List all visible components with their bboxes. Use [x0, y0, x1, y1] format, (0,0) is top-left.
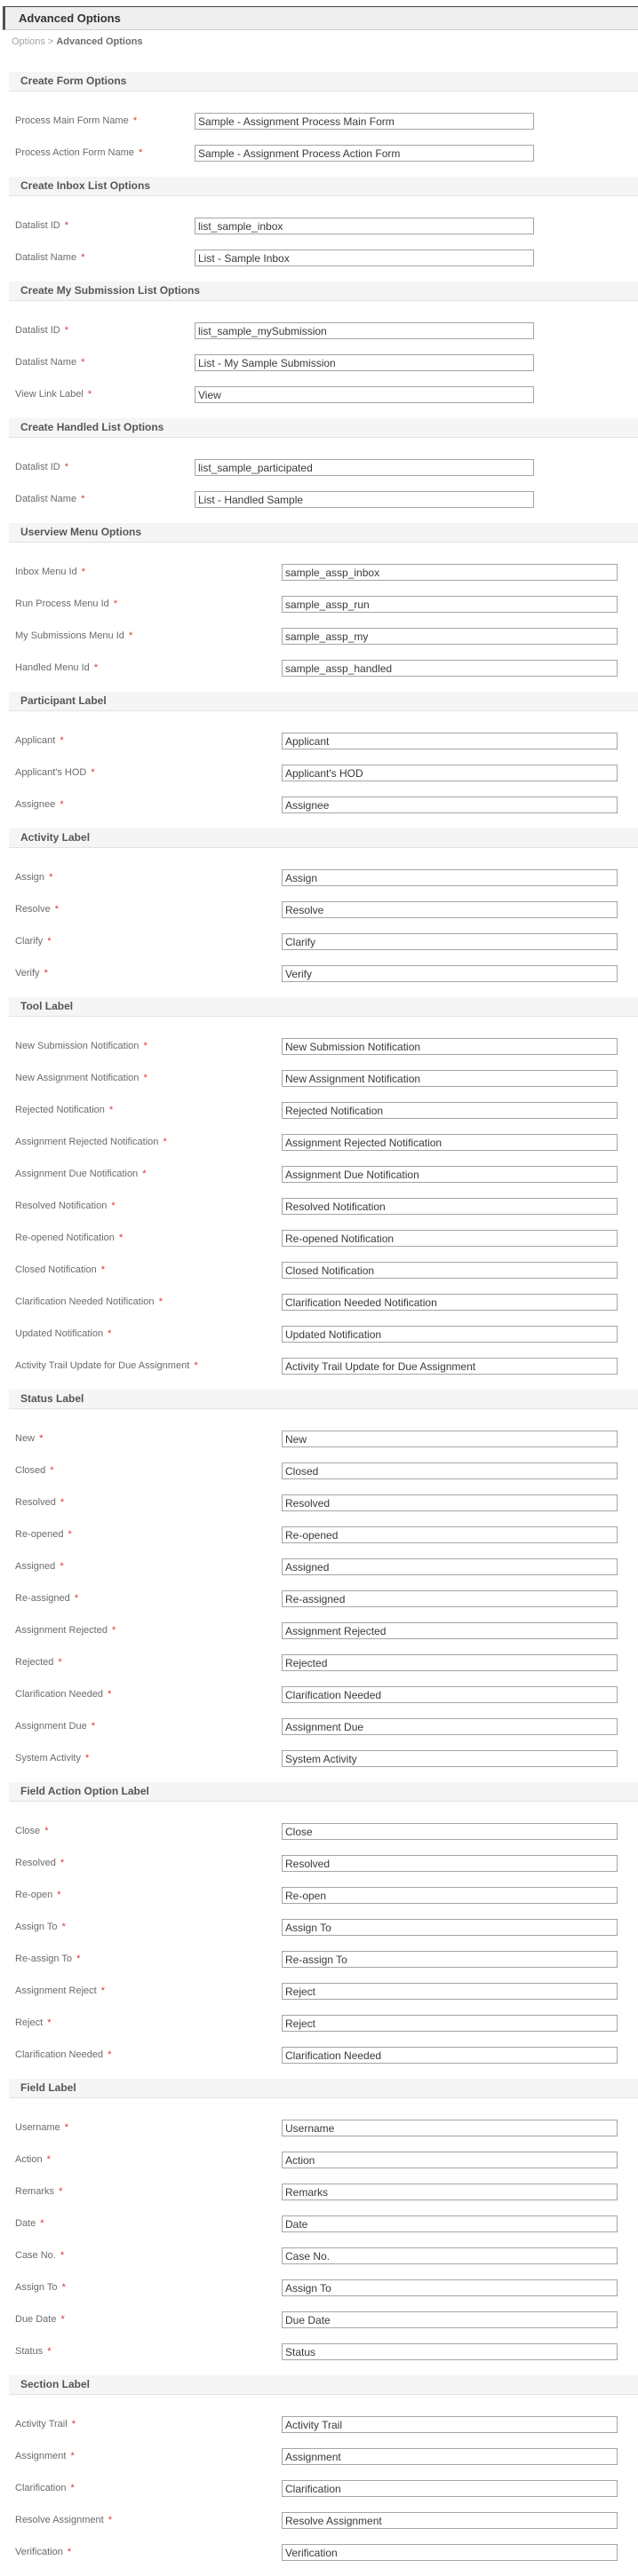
- field-row-datalist-id: [15, 218, 638, 234]
- section-create-handled-list-options: [0, 418, 638, 508]
- field-label-assign-to: Assign To *: [15, 1922, 66, 1932]
- field-input-create-my-submission-list-options-view-link-label[interactable]: [195, 386, 534, 403]
- field-label-assignment: Assignment *: [15, 2451, 75, 2461]
- field-row-assigned: [15, 1558, 638, 1575]
- field-row-inbox-menu-id: [15, 564, 638, 581]
- required-asterisk: *: [108, 2515, 112, 2525]
- field-input-section-label-verification[interactable]: [282, 2544, 618, 2561]
- field-row-verify: [15, 965, 638, 982]
- field-label-reject: Reject *: [15, 2017, 52, 2028]
- required-asterisk: *: [59, 2186, 63, 2197]
- field-row-verification: [15, 2544, 638, 2561]
- required-asterisk: *: [91, 767, 95, 778]
- field-label-resolve-assignment: Resolve Assignment *: [15, 2515, 112, 2525]
- required-asterisk: *: [118, 1233, 124, 1243]
- required-asterisk: *: [100, 1264, 106, 1275]
- field-label-inbox-menu-id: Inbox Menu Id *: [15, 567, 86, 577]
- section-create-form-options: [0, 72, 638, 162]
- required-asterisk: *: [67, 2547, 72, 2557]
- required-asterisk: *: [60, 1497, 65, 1508]
- field-input-create-my-submission-list-options-datalist-id[interactable]: [195, 322, 534, 339]
- field-input-tool-label-assignment-due-notification[interactable]: [282, 1166, 618, 1183]
- field-row-re-assigned: [15, 1590, 638, 1607]
- field-input-participant-label-applicant[interactable]: [282, 733, 618, 749]
- field-label-re-opened: Re-opened *: [15, 1529, 72, 1540]
- field-input-create-my-submission-list-options-datalist-name[interactable]: [195, 354, 534, 371]
- required-asterisk: *: [70, 2451, 75, 2461]
- section-header-activity-label: Activity Label: [9, 828, 638, 848]
- required-asterisk: *: [70, 2483, 75, 2493]
- field-row-clarify: [15, 933, 638, 950]
- field-row-re-open: [15, 1887, 638, 1904]
- field-row-resolved-notification: [15, 1198, 638, 1215]
- required-asterisk: *: [85, 1753, 90, 1764]
- field-label-system-activity: System Activity *: [15, 1753, 90, 1764]
- field-row-process-main-form-name: [15, 113, 638, 130]
- field-row-resolve-assignment: [15, 2512, 638, 2529]
- section-activity-label: [0, 828, 638, 982]
- field-input-tool-label-clarification-needed-notification[interactable]: [282, 1294, 618, 1311]
- field-input-create-handled-list-options-datalist-name[interactable]: [195, 491, 534, 508]
- field-input-participant-label-assignee[interactable]: [282, 797, 618, 813]
- field-label-new-assignment-notification: New Assignment Notification *: [15, 1073, 148, 1083]
- required-asterisk: *: [81, 252, 85, 263]
- field-input-field-label-username[interactable]: [282, 2120, 618, 2136]
- field-input-field-action-option-label-clarification-needed[interactable]: [282, 2047, 618, 2064]
- required-asterisk: *: [64, 325, 69, 336]
- field-row-action: [15, 2152, 638, 2168]
- field-label-re-open: Re-open *: [15, 1890, 61, 1900]
- field-input-status-label-re-assigned[interactable]: [282, 1590, 618, 1607]
- field-input-status-label-system-activity[interactable]: [282, 1750, 618, 1767]
- required-asterisk: *: [138, 147, 143, 158]
- required-asterisk: *: [128, 630, 133, 641]
- field-row-applicant: [15, 733, 638, 749]
- field-row-clarification-needed-notification: [15, 1294, 638, 1311]
- field-input-field-label-action[interactable]: [282, 2152, 618, 2168]
- field-label-resolved: Resolved *: [15, 1497, 65, 1508]
- required-asterisk: *: [60, 735, 64, 746]
- field-row-rejected-notification: [15, 1102, 638, 1119]
- field-input-field-label-case-no[interactable]: [282, 2247, 618, 2264]
- field-input-field-label-date[interactable]: [282, 2215, 618, 2232]
- section-section-label: [0, 2375, 638, 2561]
- field-input-tool-label-activity-trail-update-for-due-assignment[interactable]: [282, 1358, 618, 1375]
- field-row-rejected: [15, 1654, 638, 1671]
- field-row-assignee: [15, 797, 638, 813]
- required-asterisk: *: [142, 1169, 147, 1179]
- field-input-status-label-new[interactable]: [282, 1431, 618, 1447]
- field-row-my-submissions-menu-id: [15, 628, 638, 645]
- required-asterisk: *: [64, 2122, 69, 2133]
- field-label-assignment-rejected: Assignment Rejected *: [15, 1625, 116, 1636]
- field-row-clarification-needed: [15, 2047, 638, 2064]
- field-label-applicant-s-hod: Applicant's HOD *: [15, 767, 95, 778]
- field-input-field-label-remarks[interactable]: [282, 2184, 618, 2200]
- required-asterisk: *: [93, 662, 99, 673]
- field-row-assign: [15, 869, 638, 886]
- field-label-verify: Verify *: [15, 968, 48, 979]
- field-row-due-date: [15, 2311, 638, 2328]
- field-row-activity-trail-update-for-due-assignment: [15, 1358, 638, 1375]
- field-input-create-handled-list-options-datalist-id[interactable]: [195, 459, 534, 476]
- field-label-assignment-reject: Assignment Reject *: [15, 1986, 106, 1996]
- field-label-assignee: Assignee *: [15, 799, 64, 810]
- field-row-datalist-name: [15, 354, 638, 371]
- field-label-rejected: Rejected *: [15, 1657, 62, 1668]
- required-asterisk: *: [113, 598, 118, 609]
- field-row-clarification-needed: [15, 1686, 638, 1703]
- field-label-datalist-id: Datalist ID *: [15, 325, 69, 336]
- field-label-closed: Closed *: [15, 1465, 54, 1476]
- field-row-system-activity: [15, 1750, 638, 1767]
- field-label-my-submissions-menu-id: My Submissions Menu Id *: [15, 630, 133, 641]
- required-asterisk: *: [71, 2419, 76, 2429]
- field-row-new: [15, 1431, 638, 1447]
- required-asterisk: *: [64, 462, 69, 472]
- field-input-section-label-resolve-assignment[interactable]: [282, 2512, 618, 2529]
- section-create-my-submission-list-options: [0, 281, 638, 403]
- breadcrumb-current: Advanced Options: [56, 36, 143, 47]
- field-input-section-label-clarification[interactable]: [282, 2480, 618, 2497]
- field-input-status-label-assignment-due[interactable]: [282, 1718, 618, 1735]
- field-label-process-action-form-name: Process Action Form Name *: [15, 147, 143, 158]
- required-asterisk: *: [108, 2049, 112, 2060]
- required-asterisk: *: [68, 1529, 72, 1540]
- field-input-tool-label-updated-notification[interactable]: [282, 1326, 618, 1343]
- field-input-tool-label-resolved-notification[interactable]: [282, 1198, 618, 1215]
- field-label-datalist-name: Datalist Name *: [15, 494, 85, 504]
- section-header-field-action-option-label: Field Action Option Label: [9, 1782, 638, 1802]
- field-input-create-inbox-list-options-datalist-name[interactable]: [195, 250, 534, 266]
- field-input-activity-label-clarify[interactable]: [282, 933, 618, 950]
- field-row-assignment: [15, 2448, 638, 2465]
- field-label-activity-trail-update-for-due-assignment: Activity Trail Update for Due Assignment *: [15, 1360, 198, 1371]
- required-asterisk: *: [60, 799, 64, 810]
- field-label-clarify: Clarify *: [15, 936, 52, 947]
- field-label-clarification-needed: Clarification Needed *: [15, 1689, 112, 1700]
- required-asterisk: *: [81, 494, 85, 504]
- section-header-status-label: Status Label: [9, 1390, 638, 1409]
- section-header-participant-label: Participant Label: [9, 692, 638, 711]
- field-row-assignment-due: [15, 1718, 638, 1735]
- field-label-due-date: Due Date *: [15, 2314, 65, 2325]
- field-label-re-assign-to: Re-assign To *: [15, 1954, 81, 1964]
- required-asterisk: *: [194, 1360, 198, 1371]
- required-asterisk: *: [91, 1721, 96, 1732]
- section-header-create-inbox-list-options: Create Inbox List Options: [9, 177, 638, 196]
- field-label-updated-notification: Updated Notification *: [15, 1328, 112, 1339]
- field-row-re-assign-to: [15, 1951, 638, 1968]
- field-label-resolved-notification: Resolved Notification *: [15, 1201, 116, 1211]
- required-asterisk: *: [40, 2218, 44, 2229]
- bottom-spacer: [0, 2561, 638, 2571]
- required-asterisk: *: [143, 1073, 148, 1083]
- required-asterisk: *: [44, 1826, 49, 1836]
- required-asterisk: *: [76, 1954, 81, 1964]
- required-asterisk: *: [61, 2282, 66, 2293]
- required-asterisk: *: [46, 2154, 51, 2165]
- field-label-action: Action *: [15, 2154, 51, 2165]
- section-create-inbox-list-options: [0, 177, 638, 266]
- breadcrumb-options-link[interactable]: Options: [12, 36, 45, 47]
- field-row-remarks: [15, 2184, 638, 2200]
- field-label-datalist-id: Datalist ID *: [15, 462, 69, 472]
- required-asterisk: *: [60, 1561, 64, 1572]
- field-input-field-action-option-label-re-open[interactable]: [282, 1887, 618, 1904]
- field-row-assignment-reject: [15, 1983, 638, 2000]
- field-input-userview-menu-options-run-process-menu-id[interactable]: [282, 596, 618, 613]
- section-header-create-form-options: Create Form Options: [9, 72, 638, 91]
- field-input-status-label-assigned[interactable]: [282, 1558, 618, 1575]
- field-input-status-label-assignment-rejected[interactable]: [282, 1622, 618, 1639]
- required-asterisk: *: [58, 1657, 62, 1668]
- field-input-tool-label-new-submission-notification[interactable]: [282, 1038, 618, 1055]
- field-label-assignment-due-notification: Assignment Due Notification *: [15, 1169, 147, 1179]
- field-input-field-action-option-label-assign-to[interactable]: [282, 1919, 618, 1936]
- field-label-activity-trail: Activity Trail *: [15, 2419, 76, 2429]
- field-label-assignment-due: Assignment Due *: [15, 1721, 96, 1732]
- advanced-options-page: [0, 6, 638, 2571]
- field-row-case-no: [15, 2247, 638, 2264]
- field-input-create-inbox-list-options-datalist-id[interactable]: [195, 218, 534, 234]
- field-input-userview-menu-options-my-submissions-menu-id[interactable]: [282, 628, 618, 645]
- field-label-datalist-name: Datalist Name *: [15, 252, 85, 263]
- field-label-assign: Assign *: [15, 872, 53, 883]
- required-asterisk: *: [47, 936, 52, 947]
- field-input-status-label-closed[interactable]: [282, 1462, 618, 1479]
- section-header-field-label: Field Label: [9, 2079, 638, 2098]
- field-label-remarks: Remarks *: [15, 2186, 63, 2197]
- field-row-assignment-rejected-notification: [15, 1134, 638, 1151]
- required-asterisk: *: [143, 1041, 148, 1051]
- field-label-applicant: Applicant *: [15, 735, 64, 746]
- field-input-tool-label-re-opened-notification[interactable]: [282, 1230, 618, 1247]
- required-asterisk: *: [57, 1890, 61, 1900]
- field-row-reject: [15, 2015, 638, 2032]
- field-row-handled-menu-id: [15, 660, 638, 677]
- field-label-resolve: Resolve *: [15, 904, 60, 915]
- field-input-userview-menu-options-inbox-menu-id[interactable]: [282, 564, 618, 581]
- field-label-closed-notification: Closed Notification *: [15, 1264, 106, 1275]
- section-field-action-option-label: [0, 1782, 638, 2064]
- field-row-re-opened: [15, 1526, 638, 1543]
- field-label-datalist-id: Datalist ID *: [15, 220, 69, 231]
- field-input-tool-label-rejected-notification[interactable]: [282, 1102, 618, 1119]
- field-row-datalist-id: [15, 322, 638, 339]
- field-row-resolved: [15, 1855, 638, 1872]
- field-label-run-process-menu-id: Run Process Menu Id *: [15, 598, 118, 609]
- required-asterisk: *: [44, 968, 48, 979]
- field-input-create-form-options-process-main-form-name[interactable]: [195, 113, 534, 130]
- page-title: Advanced Options: [3, 6, 638, 30]
- field-input-field-action-option-label-reject[interactable]: [282, 2015, 618, 2032]
- field-input-status-label-clarification-needed[interactable]: [282, 1686, 618, 1703]
- field-input-section-label-activity-trail[interactable]: [282, 2416, 618, 2433]
- field-input-field-action-option-label-resolved[interactable]: [282, 1855, 618, 1872]
- required-asterisk: *: [60, 1858, 65, 1868]
- field-row-run-process-menu-id: [15, 596, 638, 613]
- field-label-resolved: Resolved *: [15, 1858, 65, 1868]
- required-asterisk: *: [54, 904, 60, 915]
- field-row-view-link-label: [15, 386, 638, 403]
- field-input-participant-label-applicant-s-hod[interactable]: [282, 765, 618, 781]
- field-input-field-action-option-label-close[interactable]: [282, 1823, 618, 1840]
- field-input-status-label-resolved[interactable]: [282, 1494, 618, 1511]
- field-label-rejected-notification: Rejected Notification *: [15, 1105, 114, 1115]
- section-tool-label: [0, 997, 638, 1375]
- required-asterisk: *: [60, 2250, 65, 2261]
- field-input-tool-label-new-assignment-notification[interactable]: [282, 1070, 618, 1087]
- field-label-re-opened-notification: Re-opened Notification *: [15, 1233, 124, 1243]
- section-header-section-label: Section Label: [9, 2375, 638, 2395]
- field-input-tool-label-closed-notification[interactable]: [282, 1262, 618, 1279]
- field-row-resolve: [15, 901, 638, 918]
- field-label-process-main-form-name: Process Main Form Name *: [15, 115, 138, 126]
- section-header-tool-label: Tool Label: [9, 997, 638, 1017]
- field-label-status: Status *: [15, 2346, 52, 2357]
- field-row-activity-trail: [15, 2416, 638, 2433]
- field-input-status-label-re-opened[interactable]: [282, 1526, 618, 1543]
- field-label-view-link-label: View Link Label *: [15, 389, 92, 400]
- field-row-datalist-name: [15, 250, 638, 266]
- field-row-applicant-s-hod: [15, 765, 638, 781]
- field-label-verification: Verification *: [15, 2547, 72, 2557]
- required-asterisk: *: [111, 1201, 116, 1211]
- breadcrumb: [12, 36, 638, 47]
- required-asterisk: *: [60, 2314, 65, 2325]
- field-row-re-opened-notification: [15, 1230, 638, 1247]
- field-input-field-action-option-label-re-assign-to[interactable]: [282, 1951, 618, 1968]
- field-row-datalist-name: [15, 491, 638, 508]
- required-asterisk: *: [81, 357, 85, 368]
- field-input-field-label-status[interactable]: [282, 2343, 618, 2360]
- field-label-case-no: Case No. *: [15, 2250, 65, 2261]
- field-label-new-submission-notification: New Submission Notification *: [15, 1041, 148, 1051]
- required-asterisk: *: [100, 1986, 106, 1996]
- field-label-datalist-name: Datalist Name *: [15, 357, 85, 368]
- field-label-re-assigned: Re-assigned *: [15, 1593, 79, 1604]
- field-row-assignment-rejected: [15, 1622, 638, 1639]
- field-input-section-label-assignment[interactable]: [282, 2448, 618, 2465]
- field-row-closed-notification: [15, 1262, 638, 1279]
- section-field-label: [0, 2079, 638, 2360]
- required-asterisk: *: [87, 389, 92, 400]
- field-input-tool-label-assignment-rejected-notification[interactable]: [282, 1134, 618, 1151]
- required-asterisk: *: [132, 115, 138, 126]
- field-row-closed: [15, 1462, 638, 1479]
- field-input-userview-menu-options-handled-menu-id[interactable]: [282, 660, 618, 677]
- required-asterisk: *: [49, 872, 53, 883]
- field-input-field-action-option-label-assignment-reject[interactable]: [282, 1983, 618, 2000]
- required-asterisk: *: [163, 1137, 167, 1147]
- field-label-assignment-rejected-notification: Assignment Rejected Notification *: [15, 1137, 167, 1147]
- field-row-status: [15, 2343, 638, 2360]
- required-asterisk: *: [112, 1625, 116, 1636]
- field-row-process-action-form-name: [15, 145, 638, 162]
- field-row-resolved: [15, 1494, 638, 1511]
- field-label-close: Close *: [15, 1826, 49, 1836]
- section-header-create-handled-list-options: Create Handled List Options: [9, 418, 638, 438]
- field-label-assigned: Assigned *: [15, 1561, 64, 1572]
- required-asterisk: *: [61, 1922, 66, 1932]
- section-participant-label: [0, 692, 638, 813]
- field-label-username: Username *: [15, 2122, 69, 2133]
- field-input-activity-label-assign[interactable]: [282, 869, 618, 886]
- field-row-clarification: [15, 2480, 638, 2497]
- field-input-create-form-options-process-action-form-name[interactable]: [195, 145, 534, 162]
- field-label-assign-to: Assign To *: [15, 2282, 66, 2293]
- field-row-username: [15, 2120, 638, 2136]
- breadcrumb-separator: >: [47, 36, 54, 47]
- required-asterisk: *: [64, 220, 69, 231]
- field-input-field-label-assign-to[interactable]: [282, 2279, 618, 2296]
- field-label-date: Date *: [15, 2218, 44, 2229]
- required-asterisk: *: [50, 1465, 54, 1476]
- required-asterisk: *: [47, 2346, 52, 2357]
- field-label-clarification-needed: Clarification Needed *: [15, 2049, 112, 2060]
- section-header-userview-menu-options: Userview Menu Options: [9, 523, 638, 543]
- field-row-assign-to: [15, 1919, 638, 1936]
- field-label-handled-menu-id: Handled Menu Id *: [15, 662, 99, 673]
- field-row-close: [15, 1823, 638, 1840]
- field-input-activity-label-resolve[interactable]: [282, 901, 618, 918]
- field-label-new: New *: [15, 1433, 44, 1444]
- field-label-clarification-needed-notification: Clarification Needed Notification *: [15, 1296, 163, 1307]
- field-row-new-assignment-notification: [15, 1070, 638, 1087]
- field-row-date: [15, 2215, 638, 2232]
- field-input-activity-label-verify[interactable]: [282, 965, 618, 982]
- field-input-status-label-rejected[interactable]: [282, 1654, 618, 1671]
- field-row-new-submission-notification: [15, 1038, 638, 1055]
- required-asterisk: *: [47, 2017, 52, 2028]
- field-row-updated-notification: [15, 1326, 638, 1343]
- required-asterisk: *: [81, 567, 86, 577]
- field-row-datalist-id: [15, 459, 638, 476]
- required-asterisk: *: [74, 1593, 79, 1604]
- required-asterisk: *: [108, 1689, 112, 1700]
- required-asterisk: *: [39, 1433, 44, 1444]
- field-label-clarification: Clarification *: [15, 2483, 75, 2493]
- sections: [0, 72, 638, 2561]
- required-asterisk: *: [158, 1296, 163, 1307]
- section-header-create-my-submission-list-options: Create My Submission List Options: [9, 281, 638, 301]
- field-row-assign-to: [15, 2279, 638, 2296]
- field-row-assignment-due-notification: [15, 1166, 638, 1183]
- field-input-field-label-due-date[interactable]: [282, 2311, 618, 2328]
- section-userview-menu-options: [0, 523, 638, 677]
- required-asterisk: *: [108, 1105, 114, 1115]
- section-status-label: [0, 1390, 638, 1767]
- required-asterisk: *: [108, 1328, 112, 1339]
